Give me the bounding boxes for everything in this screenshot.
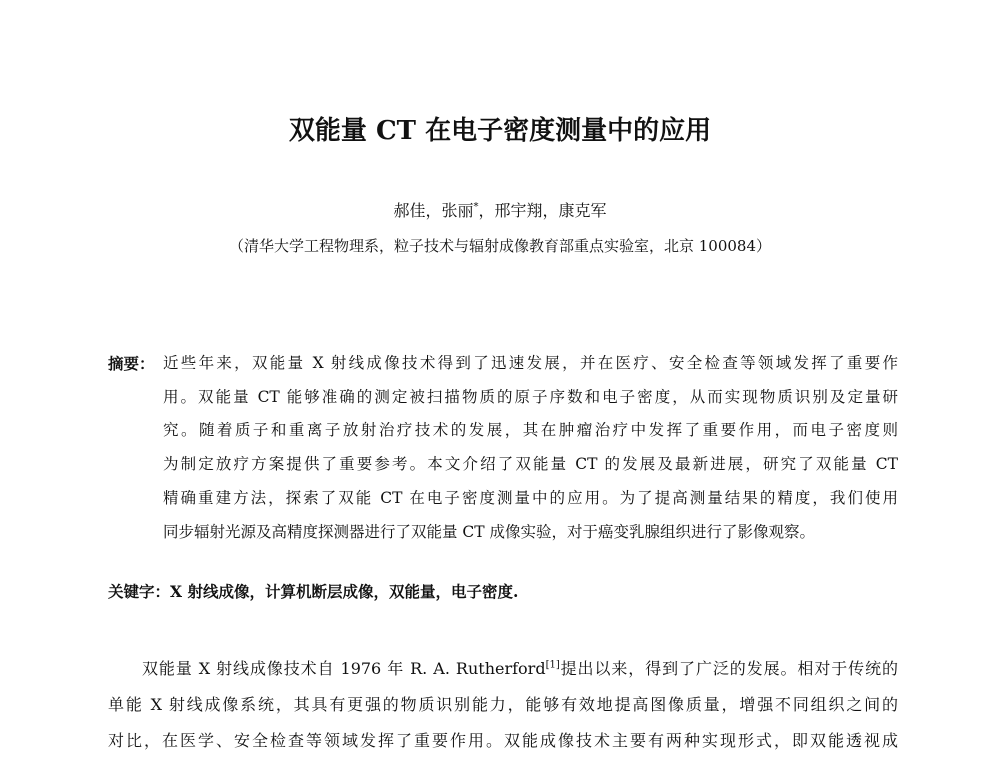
affiliation: （清华大学工程物理系，粒子技术与辐射成像教育部重点实验室，北京 100084） <box>228 237 772 255</box>
abstract-line: 用。双能量 CT 能够准确的测定被扫描物质的原子序数和电子密度，从而实现物质识别及定量研 <box>163 387 898 406</box>
author-list <box>0 199 1000 223</box>
body-line-1-start: 双能量 X 射线成像技术自 1976 年 R. A. Rutherford <box>142 659 546 678</box>
corresponding-author-mark: * <box>473 201 479 213</box>
authors-part-1: 郝佳，张丽 <box>393 201 474 220</box>
abstract-line: 同步辐射光源及高精度探测器进行了双能量 CT 成像实验，对于癌变乳腺组织进行了影像观察。 <box>163 522 816 541</box>
body-paragraph <box>108 651 898 759</box>
body-line: 对比，在医学、安全检查等领域发挥了重要作用。双能成像技术主要有两种实现形式，即双能透视成 <box>108 731 898 750</box>
abstract-line: 究。随着质子和重离子放射治疗技术的发展，其在肿瘤治疗中发挥了重要作用，而电子密度则 <box>163 421 898 440</box>
citation-ref: [1] <box>545 659 560 671</box>
body-line: 单能 X 射线成像系统，其具有更强的物质识别能力，能够有效地提高图像质量，增强不同组织之间的 <box>108 695 898 714</box>
abstract-line: 为制定放疗方案提供了重要参考。本文介绍了双能量 CT 的发展及最新进展，研究了双能量 CT <box>163 455 898 474</box>
paper-title: 双能量 CT 在电子密度测量中的应用 <box>288 116 712 146</box>
abstract-body <box>163 347 898 549</box>
keywords-label: 关键字： <box>108 582 171 601</box>
abstract-line: 精确重建方法，探索了双能 CT 在电子密度测量中的应用。为了提高测量结果的精度，我们使用 <box>163 488 898 507</box>
abstract-block <box>108 347 898 549</box>
keywords-text: X 射线成像，计算机断层成像，双能量，电子密度. <box>170 582 519 601</box>
keywords-block <box>108 577 898 607</box>
abstract-line: 近些年来，双能量 X 射线成像技术得到了迅速发展，并在医疗、安全检查等领域发挥了重要作 <box>163 354 898 372</box>
authors-part-2: ，邢宇翔，康克军 <box>478 201 607 220</box>
body-line <box>108 651 898 687</box>
body-line-1-end: 提出以来，得到了广泛的发展。相对于传统的 <box>559 659 898 678</box>
abstract-label: 摘要： <box>108 354 155 373</box>
